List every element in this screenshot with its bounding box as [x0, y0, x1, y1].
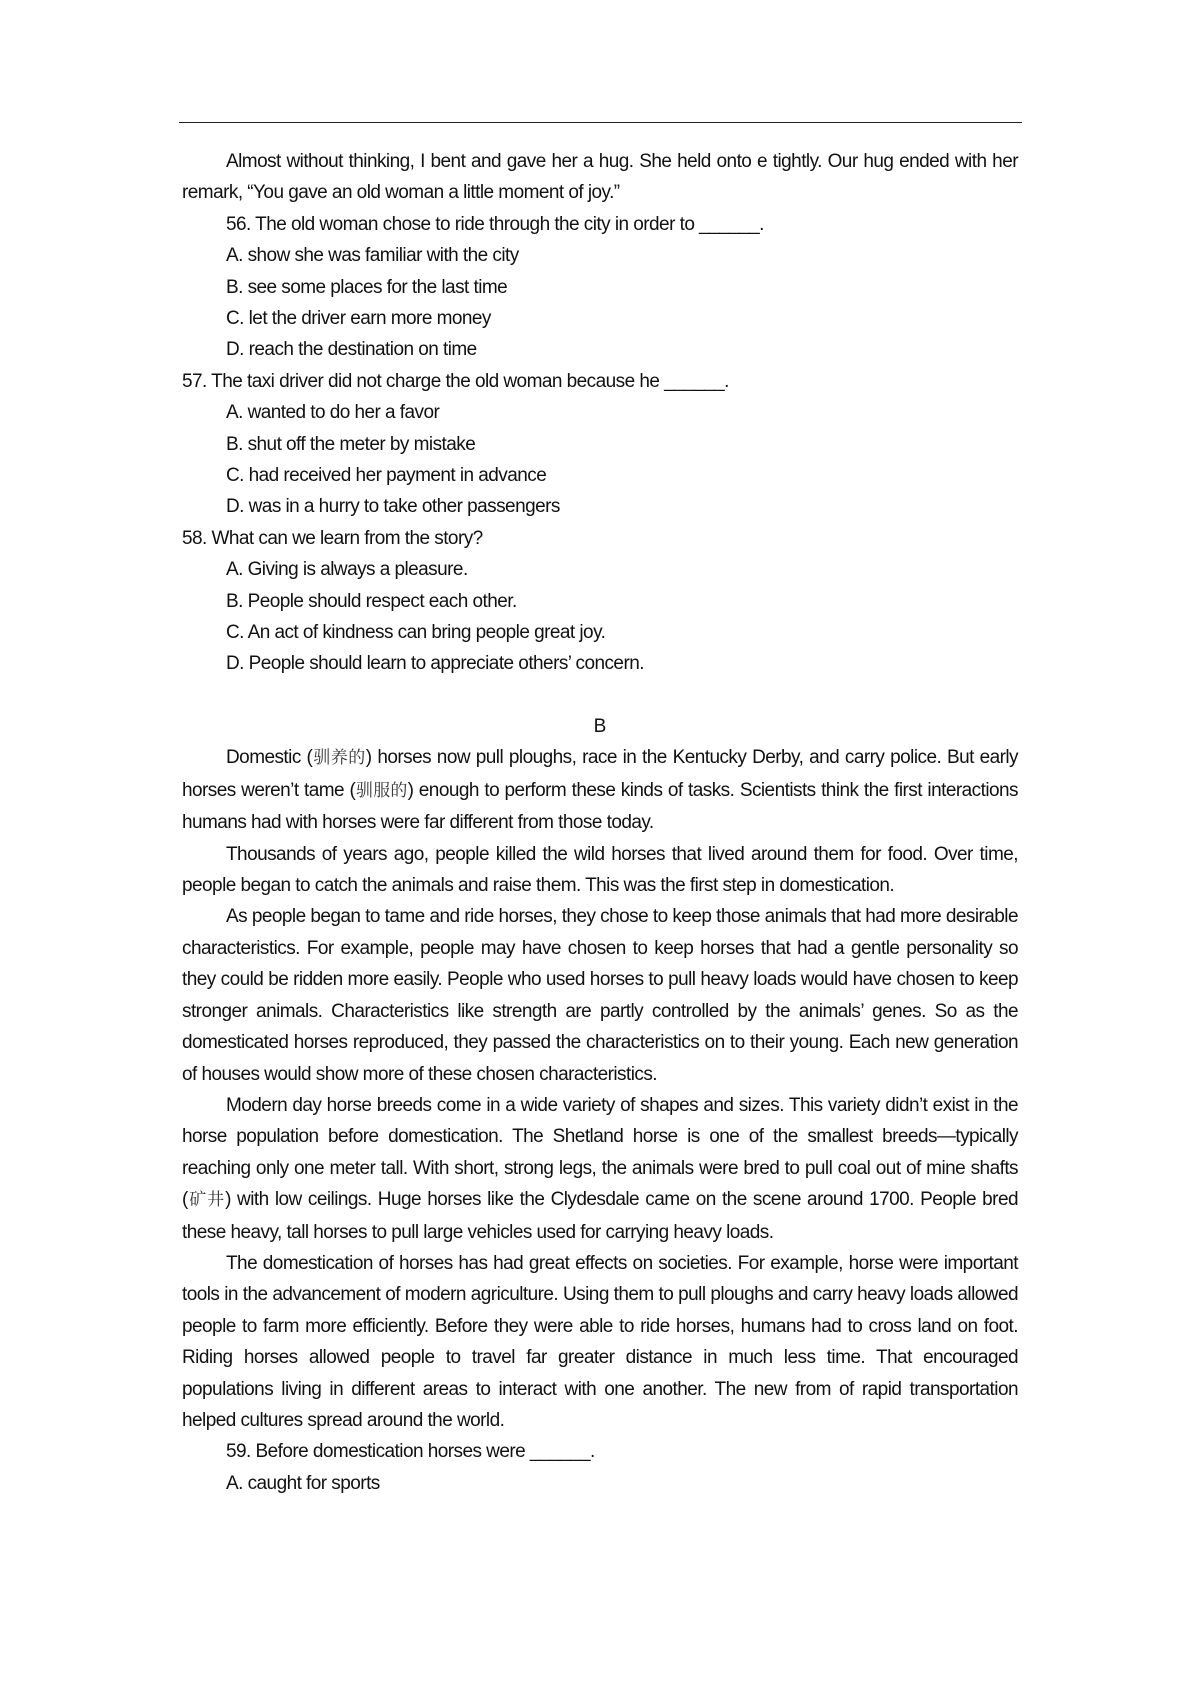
text-run: ) with low ceilings. Huge horses like the Clydesdale came on the scene around 1700. People bred these heavy, tall horses to pull large vehicles used for carrying heavy loads.	[182, 1189, 1018, 1243]
passage-b-paragraph-2: Thousands of years ago, people killed the wild horses that lived around them for food. Over time, people began to catch the animals and raise them. This was the first step in domestication.	[182, 843, 1018, 897]
option-c: C. let the driver earn more money	[226, 307, 491, 329]
option-b: B. see some places for the last time	[226, 276, 508, 298]
document-page	[182, 146, 1018, 1499]
option-a: A. caught for sports	[226, 1472, 380, 1494]
text-run: ) enough to perform these kinds of tasks. Scientists think the first interactions humans had with horses were far different from those today.	[182, 779, 1018, 834]
question-stem: 59. Before domestication horses were ______.	[226, 1441, 595, 1463]
question-stem: 58. What can we learn from the story?	[182, 527, 483, 549]
option-c: C. An act of kindness can bring people great joy.	[226, 621, 606, 643]
passage-b-paragraph-4	[182, 1090, 1018, 1248]
option-c: C. had received her payment in advance	[226, 464, 547, 486]
chinese-gloss: 矿井	[187, 1190, 226, 1211]
question-stem: 56. The old woman chose to ride through the city in order to ______.	[226, 213, 764, 235]
header-rule	[179, 122, 1022, 123]
option-a: A. show she was familiar with the city	[226, 245, 519, 267]
passage-b-paragraph-3: As people began to tame and ride horses, they chose to keep those animals that had more desirable characteristics. For example, people may have chosen to keep horses that had a gentle personality so they could be ridden more easily. People who used horses to pull heavy loads would have chosen to keep stronger animals. Characteristics like strength are partly controlled by the animals’ genes. So as the domesticated horses reproduced, they passed the characteristics on to their young. Each new generation of houses would show more of these chosen characteristics.	[182, 906, 1018, 1085]
section-label-b: B	[593, 716, 607, 738]
spacer	[182, 680, 1018, 711]
option-b: B. People should respect each other.	[226, 590, 517, 612]
question-57	[182, 366, 1018, 523]
option-d: D. reach the destination on time	[226, 339, 477, 361]
question-56	[182, 209, 1018, 366]
chinese-gloss: 驯养的	[312, 748, 366, 769]
chinese-gloss: 驯服的	[355, 780, 408, 801]
passage-a-final-paragraph: Almost without thinking, I bent and gave her a hug. She held onto e tightly. Our hug ended with her remark, “You gave an old woman a little moment of joy.”	[182, 151, 1018, 204]
option-d: D. People should learn to appreciate others’ concern.	[226, 653, 644, 675]
text-run: ) horses now pull ploughs, race in the Kentucky Derby, and carry police. But early horses weren’t tame (	[182, 747, 1018, 801]
option-a: A. wanted to do her a favor	[226, 402, 440, 424]
passage-b-paragraph-5: The domestication of horses has had great effects on societies. For example, horse were important tools in the advancement of modern agriculture. Using them to pull ploughs and carry heavy loads allowed people to farm more efficiently. Before they were able to ride horses, humans had to cross land on foot. Riding horses allowed people to travel far greater distance in much less time. That encouraged populations living in different areas to interact with one another. The new from of rapid transportation helped cultures spread around the world.	[182, 1252, 1018, 1431]
text-run: Domestic (	[226, 747, 313, 769]
option-b: B. shut off the meter by mistake	[226, 433, 476, 455]
option-a: A. Giving is always a pleasure.	[226, 559, 468, 581]
question-stem: 57. The taxi driver did not charge the old woman because he ______.	[182, 370, 729, 392]
text-run: Modern day horse breeds come in a wide variety of shapes and sizes. This variety didn’t exist in the horse population before domestication. The Shetland horse is one of the smallest breeds—typically reaching only one meter tall. With short, strong legs, the animals were bred to pull coal out of mine shafts (	[182, 1094, 1018, 1211]
question-59	[182, 1436, 1018, 1499]
question-58	[182, 523, 1018, 680]
option-d: D. was in a hurry to take other passengers	[226, 496, 560, 518]
passage-b-paragraph-1	[182, 742, 1018, 838]
